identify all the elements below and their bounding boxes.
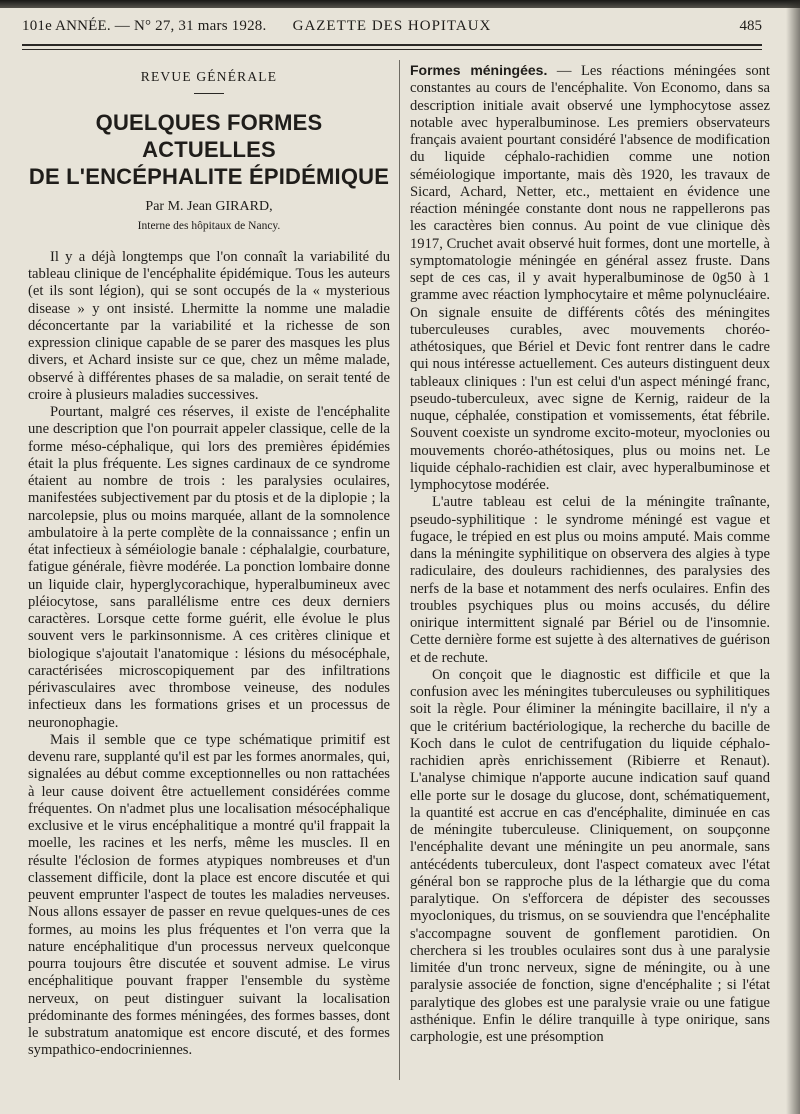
issue-info: 101e ANNÉE. — N° 27, 31 mars 1928.	[22, 18, 267, 34]
column-divider	[399, 60, 400, 1080]
author-affiliation: Interne des hôpitaux de Nancy.	[137, 219, 281, 232]
paragraph	[410, 62, 770, 494]
left-column	[28, 62, 390, 1060]
paragraph: Mais il semble que ce type schématique primitif est devenu rare, supplanté qu'il est par les formes anormales, qui, signalées au début comme exceptionnelles ou non rattachées à leur cause doivent être actuellement considérées comme fréquentes. On n'admet plus une localisation mésocéphalique exclusive et le virus encéphalitique a montré qu'il frappait la moelle, les racines et les nerfs, même les muscles. Il en résulte l'éclosion de formes atypiques nombreuses et d'un classement difficile, dont la place est encore discutée et qui peuvent emprunter l'aspect de toutes les maladies nerveuses. Nous allons essayer de passer en revue quelques-unes de ces formes, au moins les plus fréquentes et l'on verra que la nature encéphalitique d'un processus nerveux quelconque pourra toujours être discutée et souvent admise. Le virus encéphalitique pouvant frapper l'ensemble du système nerveux, on peut distinguer suivant la localisation prédominante des formes méningées, des formes basses, dont le substratum anatomique est encore discuté, et des formes sympathico-endocriniennes.	[28, 731, 390, 1059]
paragraph: Pourtant, malgré ces réserves, il existe de l'encéphalite une description que l'on pourrait appeler classique, celle de la forme méso-céphalique, qui lors des premières épidémies était la plus fréquente. Les signes cardinaux de ce syndrome étaient au nombre de trois : les paralysies oculaires, manifestées subjectivement par du ptosis et de la diplopie ; la narcolepsie, plus ou moins marquée, allant de la somnolence ambulatoire à la perte complète de la connaissance ; enfin un état infectieux à séméiologie banale : céphalalgie, courbature, fatigue générale, fièvre modérée. La ponction lombaire donne un liquide clair, hyperglycorachique, hyperalbumineux avec pléiocytose, sans parallélisme entre ces deux derniers caractères. Lorsque cette forme guérit, elle évolue le plus souvent vers le parkinsonnisme. A ces critères clinique et biologique s'ajoutait l'anatomique : lésions du mésocéphale, caractérisées microscopiquement par des infiltrations périvasculaires avec thrombose veineuse, des nodules infectieux dans les formations grises et un processus de neuronophagie.	[28, 404, 390, 731]
paragraph-text: — Les réactions méningées sont constantes au cours de l'encéphalite. Von Economo, dans sa description initiale avait observé une lymphocytose assez notable avec hyperalbuminose. Les premiers observateurs français avaient pourtant considéré l'absence de modification du liquide céphalo-rachidien comme une notion séméiologique importante, mais dès 1920, les travaux de Sicard, Achard, Netter, etc., mettaient en évidence une réaction méningée constante dont nous ne rappellerons pas les caractères bien connus. Au point de vue clinique dès 1917, Cruchet avait observé huit formes, dont une mortelle, à symptomatologie méningée en général assez fruste. Dans sept de ces cas, il y avait hyperalbuminose de 0g50 à 1 gramme avec réaction lymphocytaire et même polynucléaire. On signale ensuite de différents côtés des méningites tuberculeuses curables, avec mouvements choréo-athétosiques, que Bériel et Devic font rentrer dans le cadre qui nous intéresse actuellement. Ces auteurs distinguent deux tableaux cliniques : l'un est celui d'un aspect méningé franc, pseudo-tuberculeux, avec signe de Kernig, raideur de la nuque, céphalée, constipation et vomissements, état fébrile. Souvent coexiste un syndrome excito-moteur, myoclonies ou mouvements choréo-athétosiques, plus ou moins net. Le liquide céphalo-rachidien est clair, avec hyperalbuminose et lymphocytose modérée.	[410, 63, 770, 493]
paragraph: Il y a déjà longtemps que l'on connaît la variabilité du tableau clinique de l'encéphalite épidémique. Tous les auteurs (et ils sont légion), qui se sont occupés de la « mysterious disease » y ont insisté. Lhermitte la nomme une maladie déconcertante par la variabilité et la richesse de son expression clinique capable de se parer des masques les plus divers, et Achard insiste sur ce que, chez un même malade, observé à différentes phases de sa maladie, on serait tenté de croire à plusieurs maladies successives.	[28, 248, 390, 403]
page-number: 485	[739, 18, 762, 34]
header-rule-thin	[22, 49, 762, 50]
scan-right-edge	[786, 0, 800, 1114]
scan-top-edge	[0, 0, 800, 8]
title-line-1: QUELQUES FORMES ACTUELLES	[95, 110, 323, 163]
section-rubric: REVUE GÉNÉRALE	[140, 69, 278, 84]
paragraph: On conçoit que le diagnostic est difficile et que la confusion avec les méningites tuberculeuses ou syphilitiques soit la règle. Pour éliminer la méningite bacillaire, il n'y a que le critérium bactériologique, la recherche du bacille de Koch dans le culot de centrifugation du liquide céphalo-rachidien après enrichissement (Ribierre et Renaut). L'analyse chimique n'apporte aucune indication sauf quand elle porte sur le dosage du glucose, dont, schématiquement, la quantité est accrue en cas d'encéphalite, diminuée en cas de méningite tuberculeuse. Cliniquement, on soupçonne l'encéphalite devant une méningite un peu anormale, sans antécédents tuberculeux, dont l'aspect comateux avec l'état général bon se rapproche plus de la léthargie que du coma paralytique. On s'efforcera de dépister des secousses myocloniques, du trismus, on se souviendra que l'encéphalite s'accompagne souvent de gonflement parotidien. On cherchera si les troubles oculaires sont dus à une paralysie limitée d'un tronc nerveux, signe de méningite, ou à une paralysie associée de fonction, signe d'encéphalite ; si l'état paralytique des globes est une paralysie vraie ou une fatigue asthénique. Enfin le délire tranquille à type onirique, sans carphologie, est une présomption	[410, 666, 770, 1045]
section-lead-heading: Formes méningées.	[410, 62, 548, 78]
paragraph: L'autre tableau est celui de la méningite traînante, pseudo-syphilitique : le syndrome méningé est vague et fugace, le trépied en est plus ou moins amputé. Mais comme dans la méningite syphilitique on observera des algies à type radiculaire, des douleurs rachidiennes, des paralysies des nerfs de la base et notamment des nerfs oculaires. Enfin des troubles psychiques plus ou moins accusés, du délire onirique intermittent signalé par Bériel ou de l'insomnie. Cette dernière forme est sujette à des alternatives de guérison et de rechute.	[410, 494, 770, 666]
right-column	[410, 62, 770, 1046]
rubric-rule	[194, 93, 224, 94]
byline: Par M. Jean GIRARD,	[145, 199, 273, 215]
journal-title: GAZETTE DES HOPITAUX	[292, 18, 492, 34]
header-rule	[22, 44, 762, 46]
article-title	[28, 109, 390, 190]
running-header	[22, 18, 762, 42]
title-line-2: DE L'ENCÉPHALITE ÉPIDÉMIQUE	[28, 164, 390, 190]
